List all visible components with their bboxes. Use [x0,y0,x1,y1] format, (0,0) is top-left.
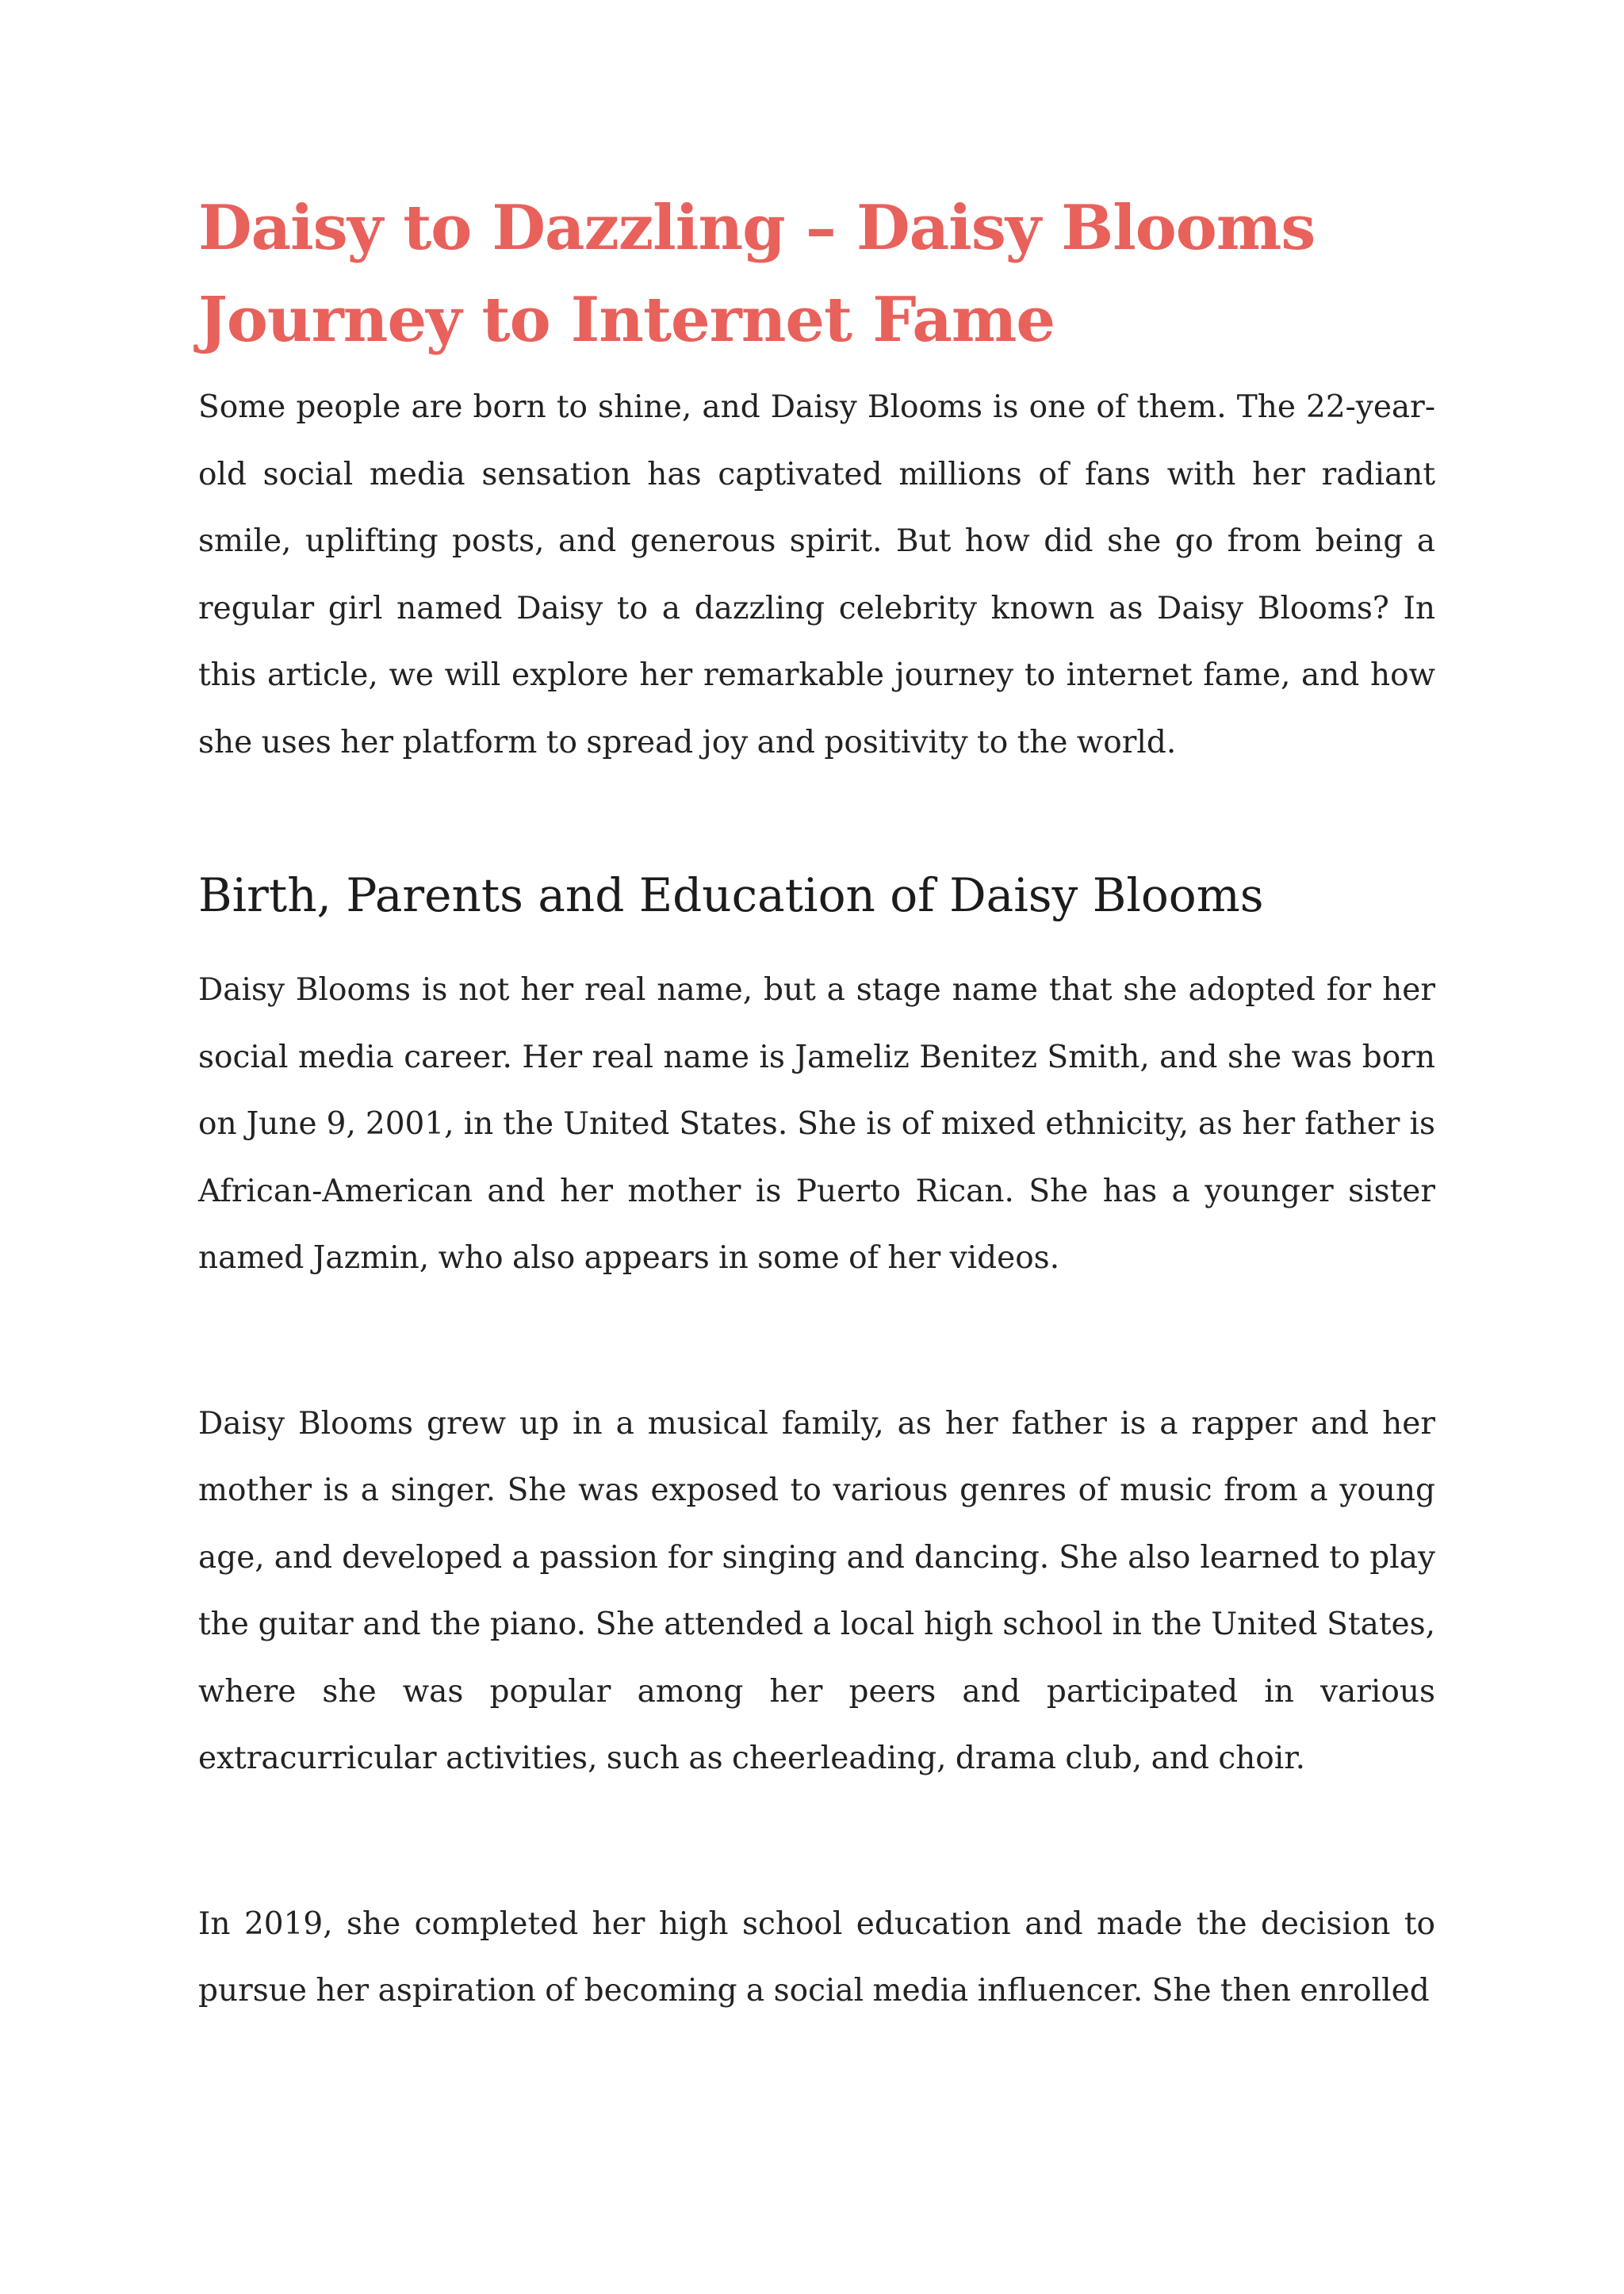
body-paragraph: Daisy Blooms grew up in a musical family, as her father is a rapper and her mother is a singer. She was exposed to various genres of music from a young age, and developed a passion for singing and dancing. She also learned to play the guitar and the piano. She attended a local high school in the United States, where she was popular among her peers and participated in various extracurricular activities, such as cheerleading, drama club, and choir. [198,1405,1435,1776]
article [198,182,1435,2025]
intro-paragraph: Some people are born to shine, and Daisy Blooms is one of them. The 22-year-old social media sensation has captivated millions of fans with her radiant smile, uplifting posts, and generous spirit. But how did she go from being a regular girl named Daisy to a dazzling celebrity known as Daisy Blooms? In this article, we will explore her remarkable journey to internet fame, and how she uses her platform to spread joy and positivity to the world. [198,389,1435,760]
article-title: Daisy to Dazzling – Daisy Blooms Journey to Internet Fame [198,192,1316,356]
section-heading: Birth, Parents and Education of Daisy Blooms [198,868,1264,922]
body-paragraph: Daisy Blooms is not her real name, but a stage name that she adopted for her social media career. Her real name is Jameliz Benitez Smith, and she was born on June 9, 2001, in the United States. She is of mixed ethnicity, as her father is African-American and her mother is Puerto Rican. She has a younger sister named Jazmin, who also appears in some of her videos. [198,972,1435,1276]
body-paragraph: In 2019, she completed her high school education and made the decision to pursue her aspiration of becoming a social media influencer. She then enrolled [198,1905,1435,2009]
